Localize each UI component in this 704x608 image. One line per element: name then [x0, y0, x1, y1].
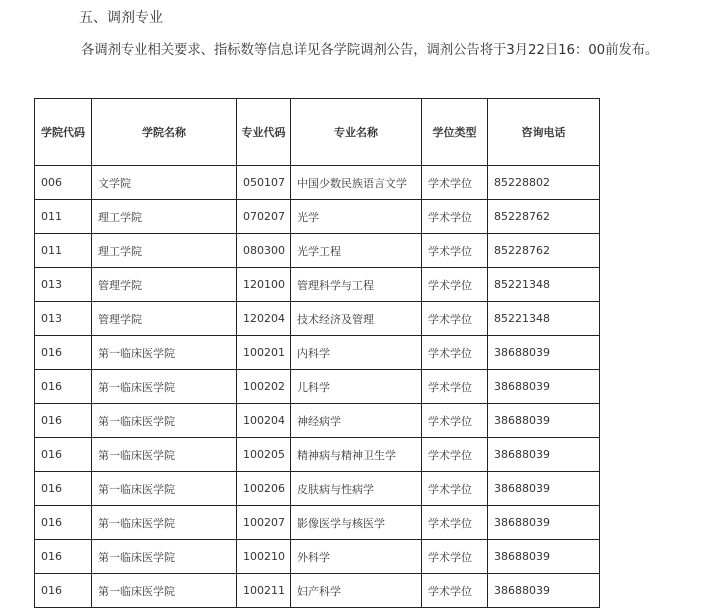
table-row	[35, 404, 600, 438]
header-phone: 咨询电话	[488, 99, 600, 166]
cell-phone: 38688039	[488, 336, 600, 370]
cell-degree-type: 学术学位	[422, 336, 488, 370]
cell-major-code: 050107	[237, 166, 291, 200]
header-major-code: 专业代码	[237, 99, 291, 166]
cell-major-name: 管理科学与工程	[291, 268, 422, 302]
table-row	[35, 336, 600, 370]
cell-major-code: 100202	[237, 370, 291, 404]
header-degree-type: 学位类型	[422, 99, 488, 166]
cell-major-name: 神经病学	[291, 404, 422, 438]
cell-college-code: 016	[35, 540, 92, 574]
table-row	[35, 574, 600, 608]
table-row	[35, 540, 600, 574]
section-heading: 五、调剂专业	[79, 10, 163, 26]
cell-phone: 38688039	[488, 506, 600, 540]
cell-college-name: 第一临床医学院	[92, 472, 237, 506]
cell-phone: 38688039	[488, 404, 600, 438]
cell-college-name: 理工学院	[92, 200, 237, 234]
cell-college-name: 文学院	[92, 166, 237, 200]
cell-college-name: 第一临床医学院	[92, 506, 237, 540]
cell-major-code: 120100	[237, 268, 291, 302]
cell-major-name: 妇产科学	[291, 574, 422, 608]
cell-degree-type: 学术学位	[422, 404, 488, 438]
cell-degree-type: 学术学位	[422, 302, 488, 336]
cell-college-name: 第一临床医学院	[92, 574, 237, 608]
cell-major-name: 影像医学与核医学	[291, 506, 422, 540]
cell-college-name: 管理学院	[92, 302, 237, 336]
cell-phone: 38688039	[488, 540, 600, 574]
cell-major-code: 080300	[237, 234, 291, 268]
table-row	[35, 166, 600, 200]
cell-college-name: 理工学院	[92, 234, 237, 268]
cell-college-name: 第一临床医学院	[92, 404, 237, 438]
cell-degree-type: 学术学位	[422, 370, 488, 404]
section-paragraph: 各调剂专业相关要求、指标数等信息详见各学院调剂公告，调剂公告将于3月22日16：00前发布。	[81, 43, 659, 58]
cell-degree-type: 学术学位	[422, 200, 488, 234]
cell-phone: 85221348	[488, 302, 600, 336]
cell-college-name: 第一临床医学院	[92, 336, 237, 370]
cell-college-code: 016	[35, 370, 92, 404]
cell-major-name: 中国少数民族语言文学	[291, 166, 422, 200]
table-row	[35, 370, 600, 404]
cell-major-code: 100206	[237, 472, 291, 506]
cell-major-code: 100201	[237, 336, 291, 370]
table-row	[35, 438, 600, 472]
table-row	[35, 302, 600, 336]
cell-major-code: 100204	[237, 404, 291, 438]
cell-degree-type: 学术学位	[422, 234, 488, 268]
cell-phone: 38688039	[488, 574, 600, 608]
cell-college-code: 006	[35, 166, 92, 200]
cell-college-name: 第一临床医学院	[92, 370, 237, 404]
cell-major-name: 内科学	[291, 336, 422, 370]
cell-major-code: 100211	[237, 574, 291, 608]
cell-major-name: 光学	[291, 200, 422, 234]
cell-phone: 85221348	[488, 268, 600, 302]
cell-college-code: 016	[35, 472, 92, 506]
cell-phone: 38688039	[488, 438, 600, 472]
cell-phone: 38688039	[488, 472, 600, 506]
cell-college-code: 013	[35, 268, 92, 302]
cell-major-code: 120204	[237, 302, 291, 336]
cell-college-code: 016	[35, 574, 92, 608]
cell-degree-type: 学术学位	[422, 472, 488, 506]
cell-phone: 85228762	[488, 200, 600, 234]
cell-major-name: 技术经济及管理	[291, 302, 422, 336]
header-college-name: 学院名称	[92, 99, 237, 166]
table-row	[35, 268, 600, 302]
table-row	[35, 472, 600, 506]
cell-phone: 38688039	[488, 370, 600, 404]
table-row	[35, 506, 600, 540]
cell-degree-type: 学术学位	[422, 166, 488, 200]
header-college-code: 学院代码	[35, 99, 92, 166]
cell-college-code: 011	[35, 200, 92, 234]
cell-phone: 85228762	[488, 234, 600, 268]
table-header-row	[35, 99, 600, 166]
cell-major-code: 100210	[237, 540, 291, 574]
cell-college-code: 016	[35, 336, 92, 370]
cell-major-name: 皮肤病与性病学	[291, 472, 422, 506]
cell-college-code: 011	[35, 234, 92, 268]
cell-phone: 85228802	[488, 166, 600, 200]
cell-major-name: 外科学	[291, 540, 422, 574]
cell-college-name: 第一临床医学院	[92, 438, 237, 472]
header-major-name: 专业名称	[291, 99, 422, 166]
cell-degree-type: 学术学位	[422, 574, 488, 608]
cell-college-name: 第一临床医学院	[92, 540, 237, 574]
cell-degree-type: 学术学位	[422, 540, 488, 574]
cell-college-code: 016	[35, 438, 92, 472]
cell-major-code: 100207	[237, 506, 291, 540]
cell-college-code: 013	[35, 302, 92, 336]
cell-college-name: 管理学院	[92, 268, 237, 302]
cell-major-code: 100205	[237, 438, 291, 472]
cell-degree-type: 学术学位	[422, 506, 488, 540]
cell-degree-type: 学术学位	[422, 438, 488, 472]
cell-major-name: 精神病与精神卫生学	[291, 438, 422, 472]
table-row	[35, 234, 600, 268]
cell-degree-type: 学术学位	[422, 268, 488, 302]
table-row	[35, 200, 600, 234]
cell-major-name: 光学工程	[291, 234, 422, 268]
cell-college-code: 016	[35, 506, 92, 540]
cell-major-code: 070207	[237, 200, 291, 234]
adjustment-majors-table	[34, 98, 600, 608]
cell-college-code: 016	[35, 404, 92, 438]
cell-major-name: 儿科学	[291, 370, 422, 404]
